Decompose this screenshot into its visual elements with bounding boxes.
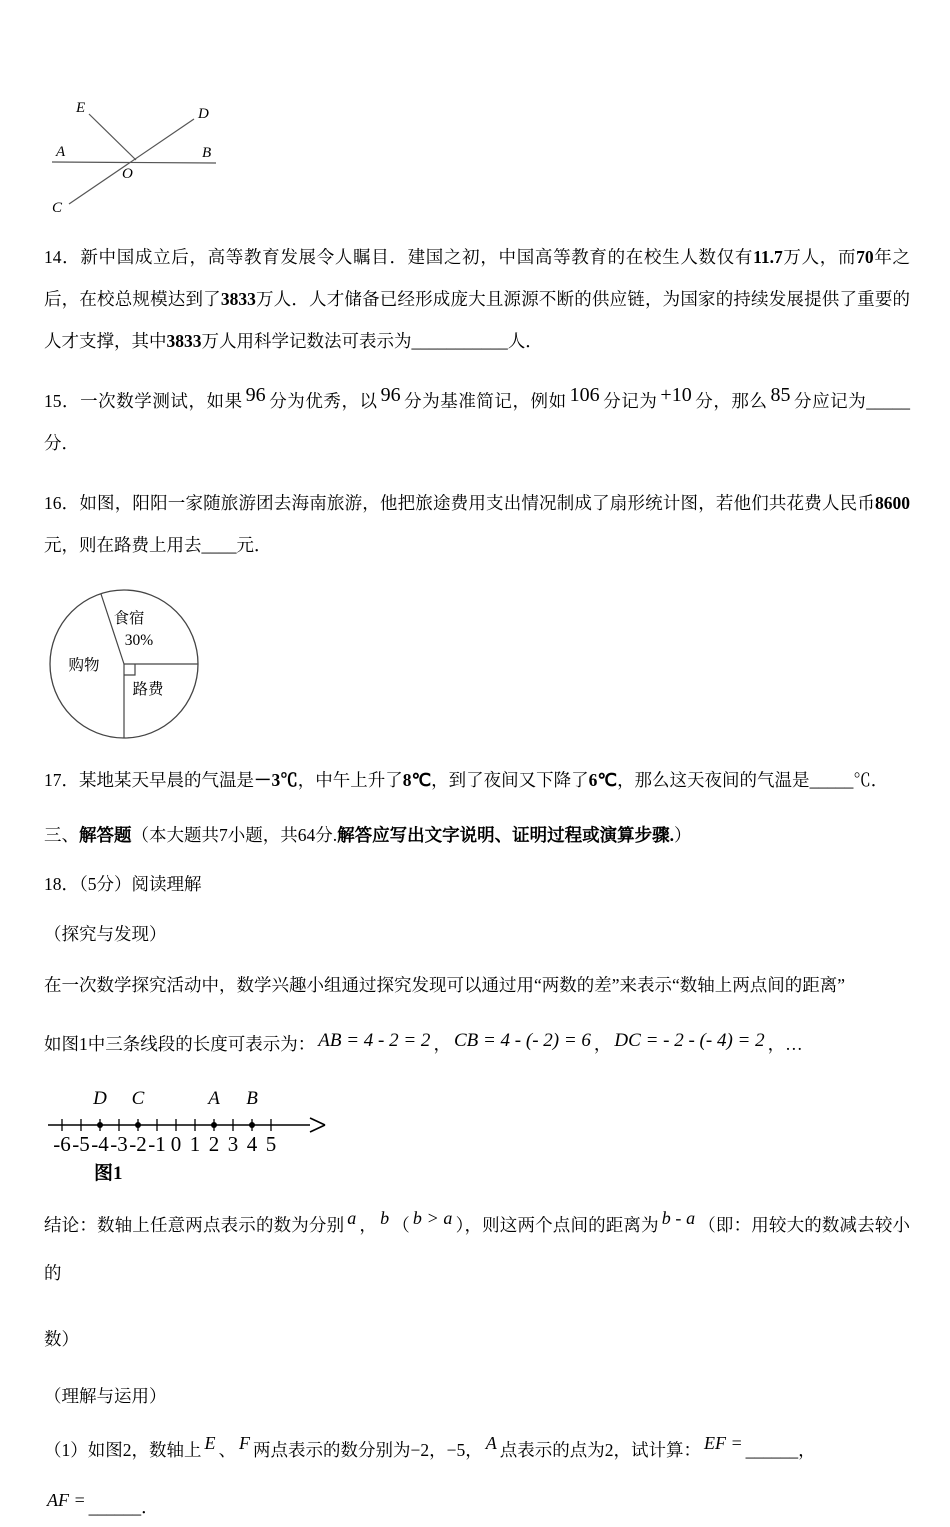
answer-blank: ____ [201,534,237,555]
figure-1-caption: 图1 [94,1163,123,1184]
point-label-C: C [131,1088,145,1109]
question-14 [44,236,910,362]
tick-label: -3 [110,1132,128,1156]
question-17 [44,759,910,801]
tick-label: 2 [208,1132,220,1156]
text-run: 16．如图，阳阳一家随旅游团去海南旅游，他把旅途费用支出情况制成了扇形统计图，若他们共花费人民币 [44,492,875,513]
text-run: 分为基准简记，例如 [403,390,567,411]
text-run: 点表示的点为2，试计算： [499,1439,701,1460]
math-term: 96 [380,383,401,406]
text-run: 14．新中国成立后，高等教育发展令人瞩目．建国之初，中国高等教育的在校生人数仅有 [44,247,754,267]
math-A: A [485,1432,497,1453]
tick-label: -2 [129,1132,147,1156]
text-run: 元，则在路费上用去 [44,534,202,555]
axis-arrowhead [310,1118,325,1125]
bold-number: 3833 [220,289,256,309]
answer-blank: _____ [809,770,854,790]
text-run: （1）如图2，数轴上 [44,1439,202,1460]
math-E: E [204,1432,216,1453]
pie-label-food-lodging-pct: 30% [124,632,154,649]
text-run: 分为优秀，以 [268,390,378,411]
point-D-dot [97,1122,103,1128]
math-b-minus-a: b - a [661,1208,696,1228]
point-label-C: C [52,200,63,216]
math-b-gt-a: b > a [412,1208,453,1228]
apply-header: （理解与运用） [44,1386,167,1406]
conclusion-line-1 [44,1201,910,1297]
tick-label: -1 [148,1132,166,1156]
line-CD [69,119,194,204]
text-run: 分，那么 [694,390,768,411]
question-18-paragraph: 在一次数学探究活动中，数学兴趣小组通过探究发现可以通过用“两数的差”来表示“数轴上两点间的距离” [44,975,846,995]
text-run: 分． [44,432,79,453]
math-F: F [239,1432,250,1453]
text-run: 年之后，在校总规模达到了 [44,247,911,309]
text-run: 人． [507,331,543,351]
bold-number: 70 [856,247,874,267]
point-label-B: B [202,145,212,161]
math-term: 106 [569,383,600,406]
bold-number: 6℃ [588,770,618,790]
math-formula-DC: DC = - 2 - (- 4) = 2 [614,1029,765,1051]
point-C-dot [135,1122,141,1128]
text-run: 17．某地某天早晨的气温是 [44,770,254,790]
text-run: 15．一次数学测试，如果 [44,390,243,411]
text-run: ），则这两个点间的距离为 [455,1215,659,1235]
math-term: 96 [245,383,266,406]
text-run: 万人用科学记数法可表示为 [201,331,412,351]
line-AB [52,162,216,163]
point-B-dot [249,1122,255,1128]
text-run: 两点表示的数分别为−2，−5， [253,1439,483,1460]
answer-blank: ______ [88,1497,142,1517]
text-run: ，中午上升了 [297,770,403,790]
text-run: （ [392,1215,410,1235]
number-line-container [46,1085,910,1187]
number-line-figure [46,1085,336,1161]
point-A-dot [211,1122,217,1128]
bold-number: 8℃ [402,770,432,790]
text-run: （本大题共7小题，共64分. [131,824,338,845]
tick-label: 3 [227,1132,239,1156]
conclusion-line-2: 数） [44,1328,79,1349]
bold-number: －3℃ [254,770,298,790]
point-label-A: A [208,1088,220,1109]
bold-number: 3833 [166,331,202,351]
math-term: +10 [660,383,692,406]
bold-number: 11.7 [753,247,783,267]
math-formula-CB: CB = 4 - (- 2) = 6 [453,1029,591,1051]
pie-radius-upper [101,594,124,664]
text-run: 分记为 [602,390,658,411]
question-18-part1: （探究与发现） [44,923,167,944]
text-run: 元． [236,534,272,555]
apply-item-1 [44,1430,910,1470]
pie-label-shopping: 购物 [68,657,100,674]
math-EF: EF = [704,1432,743,1453]
question-18-title: 18．（5分）阅读理解 [44,874,202,894]
tick-label: -6 [53,1132,71,1156]
pie-label-travel-fare: 路费 [132,681,164,698]
text-run: 、 [218,1439,236,1460]
text-run: 结论：数轴上任意两点表示的数为分别 [44,1215,345,1235]
math-formula-AB: AB = 4 - 2 = 2 [318,1029,431,1051]
answer-blank: ______ [745,1439,799,1460]
tick-label: -5 [72,1132,90,1156]
tick-label: 5 [265,1132,277,1156]
tick-label: 1 [189,1132,201,1156]
pie-label-food-lodging: 食宿 [113,610,145,627]
text-run: ， [433,1033,451,1054]
tick-label: 4 [246,1132,258,1156]
pie-chart-figure [44,583,216,745]
text-run: ， [593,1033,612,1054]
point-label-D: D [198,106,209,122]
text-run: ，… [767,1033,803,1054]
text-run-bold: 解答应写出文字说明、证明过程或演算步骤. [337,824,674,845]
math-b: b [380,1208,390,1228]
right-angle-marker [124,664,135,675]
ray-OE [89,114,136,160]
intersecting-lines-figure [44,96,234,220]
axis-arrowhead [310,1125,325,1132]
question-18-formulas [44,1021,910,1068]
text-run: ℃． [853,770,889,790]
text-run: ． [141,1497,159,1517]
point-label-D: D [93,1088,107,1109]
math-term: 85 [770,383,791,406]
tick-label: 0 [170,1132,182,1156]
text-run: ，那么这天夜间的气温是 [617,770,810,790]
text-run: ， [359,1215,378,1235]
text-run: 万人．人才储备已经形成庞大且源源不断的供应链，为国家的持续发展提供了重要的人才支撑，其中 [44,289,911,351]
point-label-E: E [76,100,86,116]
answer-blank: _____ [866,390,911,411]
bold-number: 8600 [875,492,910,513]
tick-label: -4 [91,1132,109,1156]
answer-blank: ___________ [411,331,508,351]
text-run: 万人，而 [782,247,857,267]
math-AF: AF = [47,1490,86,1510]
text-run: ，到了夜间又下降了 [431,770,589,790]
point-label-B: B [246,1088,258,1109]
question-15 [44,380,910,464]
text-run: （即：用较大的数减去较小的 [44,1215,911,1283]
point-label-O: O [122,166,133,182]
math-a: a [347,1208,357,1228]
point-label-A: A [56,144,66,160]
pie-chart-container [44,583,910,745]
section-3-header [44,819,910,851]
text-run: 分应记为 [793,390,867,411]
text-run: 三、 [44,824,79,845]
text-run: ， [798,1439,816,1460]
apply-item-1-line-2 [44,1487,910,1527]
text-run: 如图1中三条线段的长度可表示为： [44,1033,316,1054]
section-title: 解答题 [79,824,132,845]
question-16 [44,482,910,566]
text-run: ） [674,824,692,845]
